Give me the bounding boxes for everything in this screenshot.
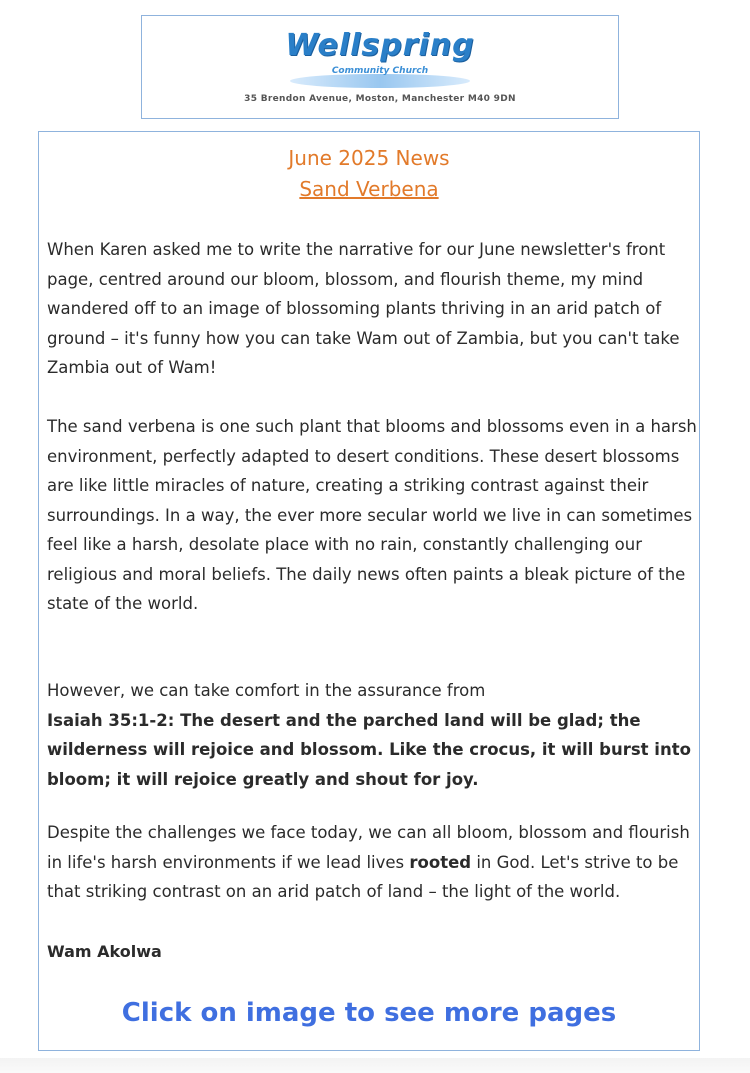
- newsletter-title: June 2025 News: [288, 146, 450, 170]
- church-logo: [230, 22, 530, 90]
- newsletter-header: [141, 15, 619, 119]
- bible-verse: Isaiah 35:1-2: The desert and the parched land will be glad; the wilderness will rejoice and blossom. Like the crocus, it will burst into bloom; it will rejoice greatly and shout for joy.: [47, 710, 691, 789]
- page-bottom-edge: [0, 1058, 750, 1073]
- paragraph-2: The sand verbena is one such plant that blooms and blossoms even in a harsh environment, perfectly adapted to desert conditions. These desert blossoms are like little miracles of nature, creating a striking contrast against their surroundings. In a way, the ever more secular world we live in can sometimes feel like a harsh, desolate place with no rain, constantly challenging our religious and moral beliefs. The daily news often paints a bleak picture of the state of the world.: [47, 417, 697, 613]
- more-pages-link[interactable]: Click on image to see more pages: [121, 998, 617, 1028]
- paragraph-1: When Karen asked me to write the narrative for our June newsletter's front page, centred around our bloom, blossom, and flourish theme, my mind wandered off to an image of blossoming plants thriving in an arid patch of ground – it's funny how you can take Wam out of Zambia, but you can't take Zambia out of Wam!: [47, 240, 680, 377]
- logo-subtitle: Community Church: [331, 66, 429, 76]
- paragraph-3: [47, 676, 697, 794]
- logo-text: Wellspring: [285, 28, 475, 63]
- paragraph-4-bold: rooted: [409, 852, 472, 872]
- newsletter-subtitle: Sand Verbena: [299, 177, 439, 201]
- paragraph-4-start: Despite the challenges we face today, we can all bloom, blossom and flourish in life's harsh environments if we lead lives: [47, 823, 690, 872]
- paragraph-4: [47, 818, 697, 907]
- paragraph-4-end: in God. Let's strive to be that striking contrast on an arid patch of land – the light of the world.: [47, 852, 679, 901]
- paragraph-3-intro: However, we can take comfort in the assurance from: [47, 681, 486, 700]
- newsletter-page[interactable]: [38, 131, 700, 1051]
- author-signature: Wam Akolwa: [47, 942, 162, 961]
- logo-swoosh-icon: [290, 74, 470, 88]
- church-address: 35 Brendon Avenue, Moston, Manchester M40 9DN: [244, 94, 516, 104]
